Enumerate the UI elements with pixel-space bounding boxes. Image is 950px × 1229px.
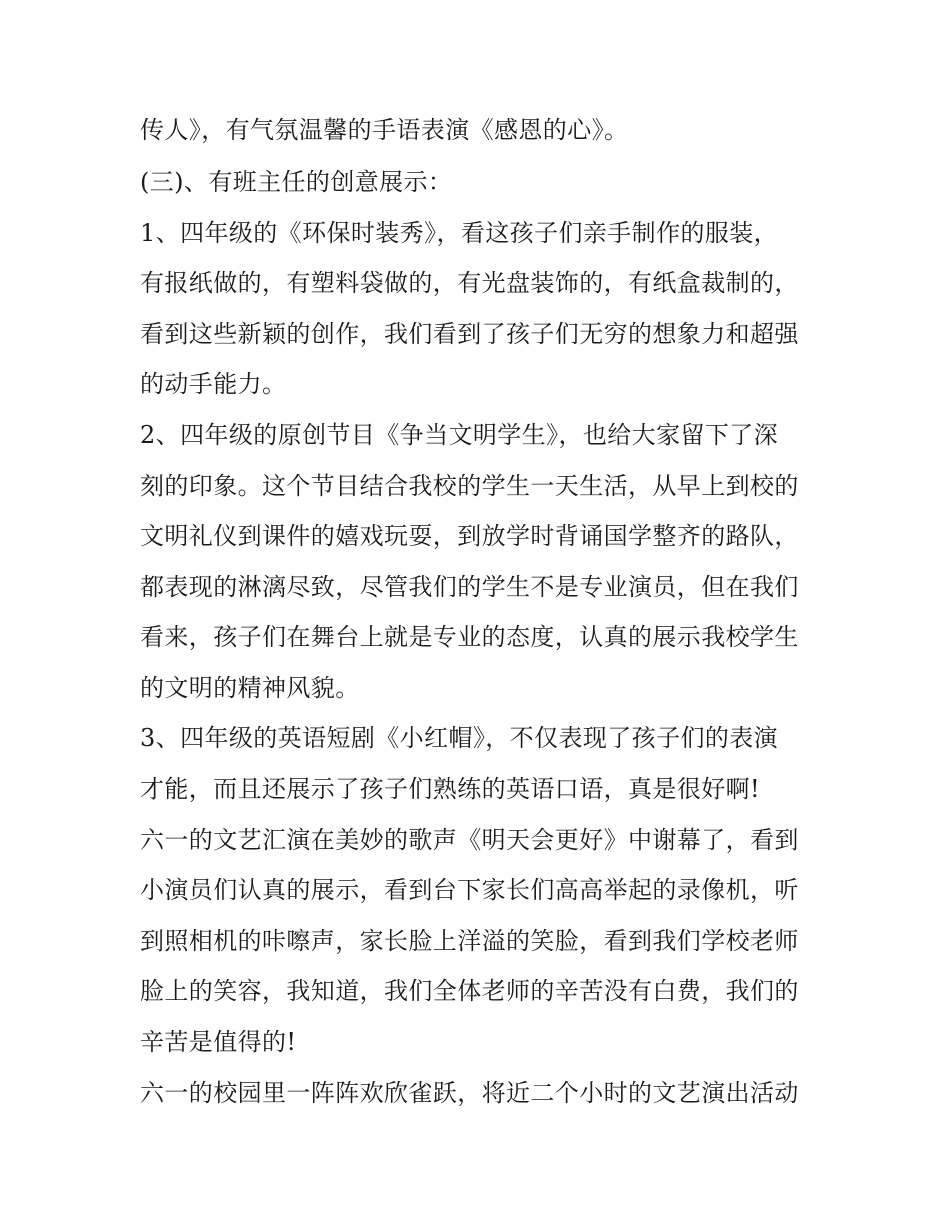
text-line: 传人》，有气氛温馨的手语表演《感恩的心》。: [140, 116, 629, 144]
text-line: 的动手能力。: [140, 370, 287, 398]
text-line: 六一的校园里一阵阵欢欣雀跃，将近二个小时的文艺演出活动: [140, 1079, 799, 1107]
text-line: 辛苦是值得的!: [140, 1028, 297, 1056]
text-line: 都表现的淋漓尽致，尽管我们的学生不是专业演员，但在我们: [140, 573, 799, 601]
text-line: 刻的印象。这个节目结合我校的学生一天生活，从早上到校的: [140, 472, 799, 500]
text-line: 2、四年级的原创节目《争当文明学生》，也给大家留下了深: [140, 421, 779, 449]
text-line: 有报纸做的，有塑料袋做的，有光盘装饰的，有纸盒裁制的，: [140, 269, 799, 297]
text-line: 脸上的笑容，我知道，我们全体老师的辛苦没有白费，我们的: [140, 977, 799, 1005]
text-line: 到照相机的咔嚓声，家长脸上洋溢的笑脸，看到我们学校老师: [140, 927, 799, 955]
text-line: 六一的文艺汇演在美妙的歌声《明天会更好》中谢幕了，看到: [140, 826, 799, 854]
text-line: 看到这些新颖的创作，我们看到了孩子们无穷的想象力和超强: [140, 320, 799, 348]
text-line: 看来，孩子们在舞台上就是专业的态度，认真的展示我校学生: [140, 623, 799, 651]
text-line: 小演员们认真的展示，看到台下家长们高高举起的录像机，听: [140, 876, 799, 904]
text-line: 文明礼仪到课件的嬉戏玩耍，到放学时背诵国学整齐的路队，: [140, 522, 799, 550]
text-line: 才能，而且还展示了孩子们熟练的英语口语，真是很好啊!: [140, 775, 761, 803]
text-line: 3、四年级的英语短剧《小红帽》，不仅表现了孩子们的表演: [140, 724, 779, 752]
section-heading: (三)、有班主任的创意展示：: [140, 168, 453, 196]
text-line: 的文明的精神风貌。: [140, 674, 360, 702]
text-line: 1、四年级的《环保时装秀》，看这孩子们亲手制作的服装，: [140, 219, 779, 247]
